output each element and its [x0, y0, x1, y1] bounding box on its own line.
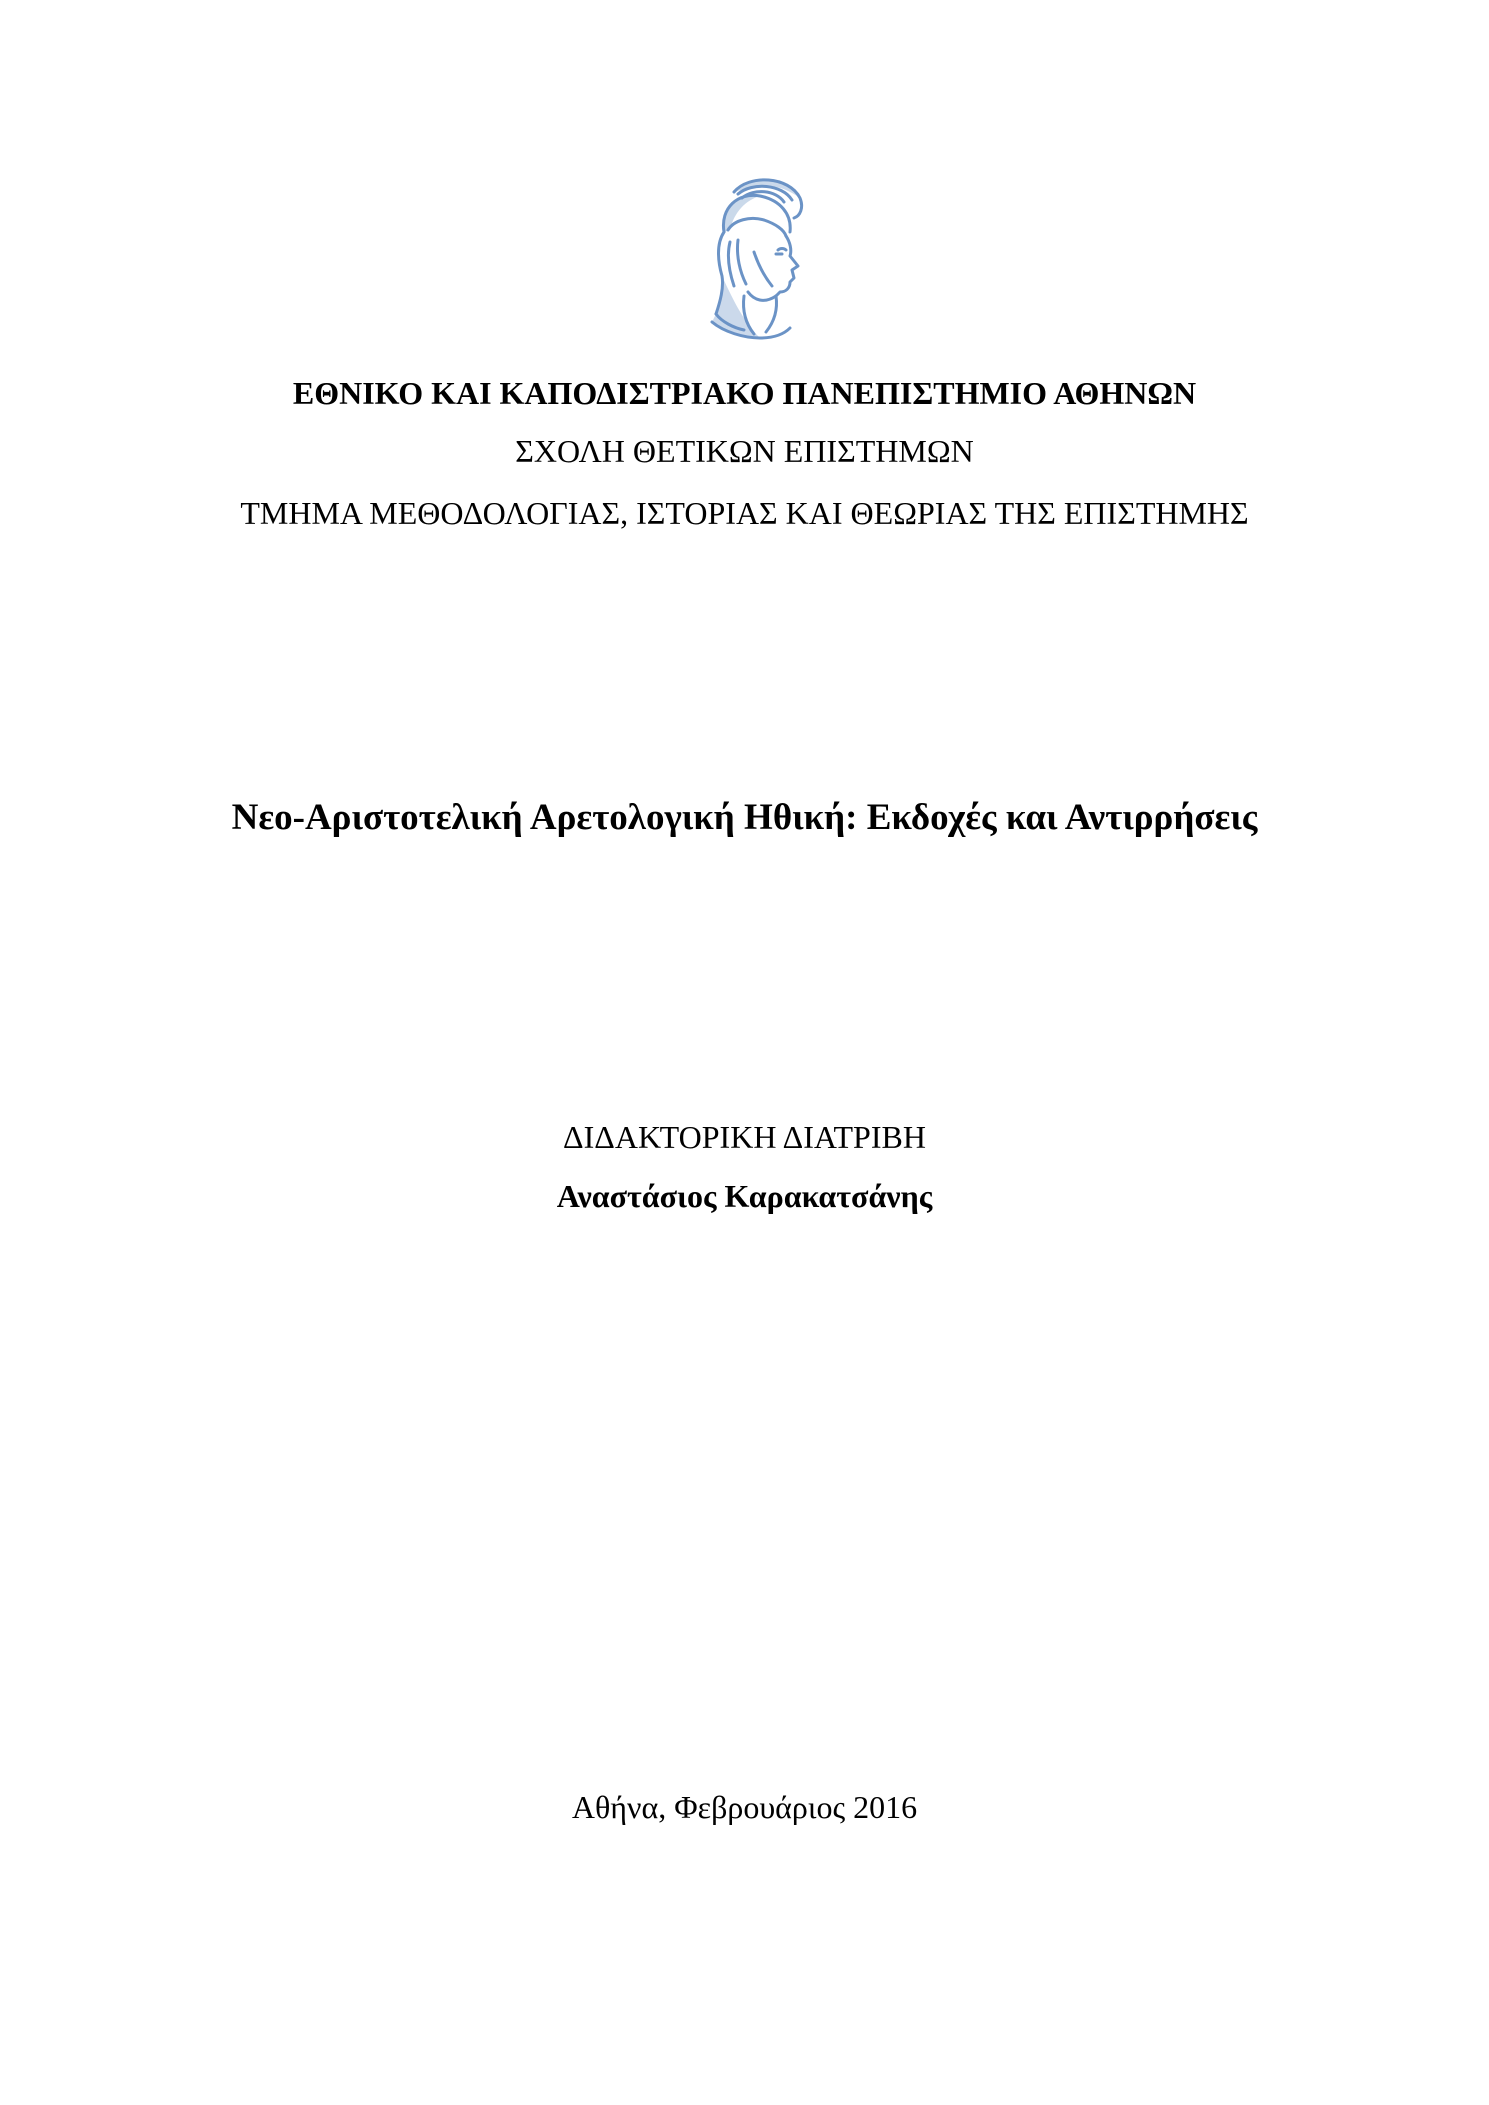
author-name: Αναστάσιος Καρακατσάνης: [556, 1178, 933, 1214]
department-name: ΤΜΗΜΑ ΜΕΘΟΔΟΛΟΓΙΑΣ, ΙΣΤΟΡΙΑΣ ΚΑΙ ΘΕΩΡΙΑΣ ΤΗΣ ΕΠΙΣΤΗΜΗΣ: [240, 495, 1249, 531]
athena-head-emblem-icon: [694, 172, 814, 342]
place-and-date: Αθήνα, Φεβρουάριος 2016: [571, 1789, 918, 1825]
university-name: ΕΘΝΙΚΟ ΚΑΙ ΚΑΠΟΔΙΣΤΡΙΑΚΟ ΠΑΝΕΠΙΣΤΗΜΙΟ ΑΘΗΝΩΝ: [292, 375, 1197, 411]
document-type: ΔΙΔΑΚΤΟΡΙΚΗ ΔΙΑΤΡΙΒΗ: [563, 1119, 926, 1155]
thesis-title: Νεο-Αριστοτελική Αρετολογική Ηθική: Εκδοχές και Αντιρρήσεις: [231, 797, 1258, 838]
school-name: ΣΧΟΛΗ ΘΕΤΙΚΩΝ ΕΠΙΣΤΗΜΩΝ: [515, 433, 974, 469]
